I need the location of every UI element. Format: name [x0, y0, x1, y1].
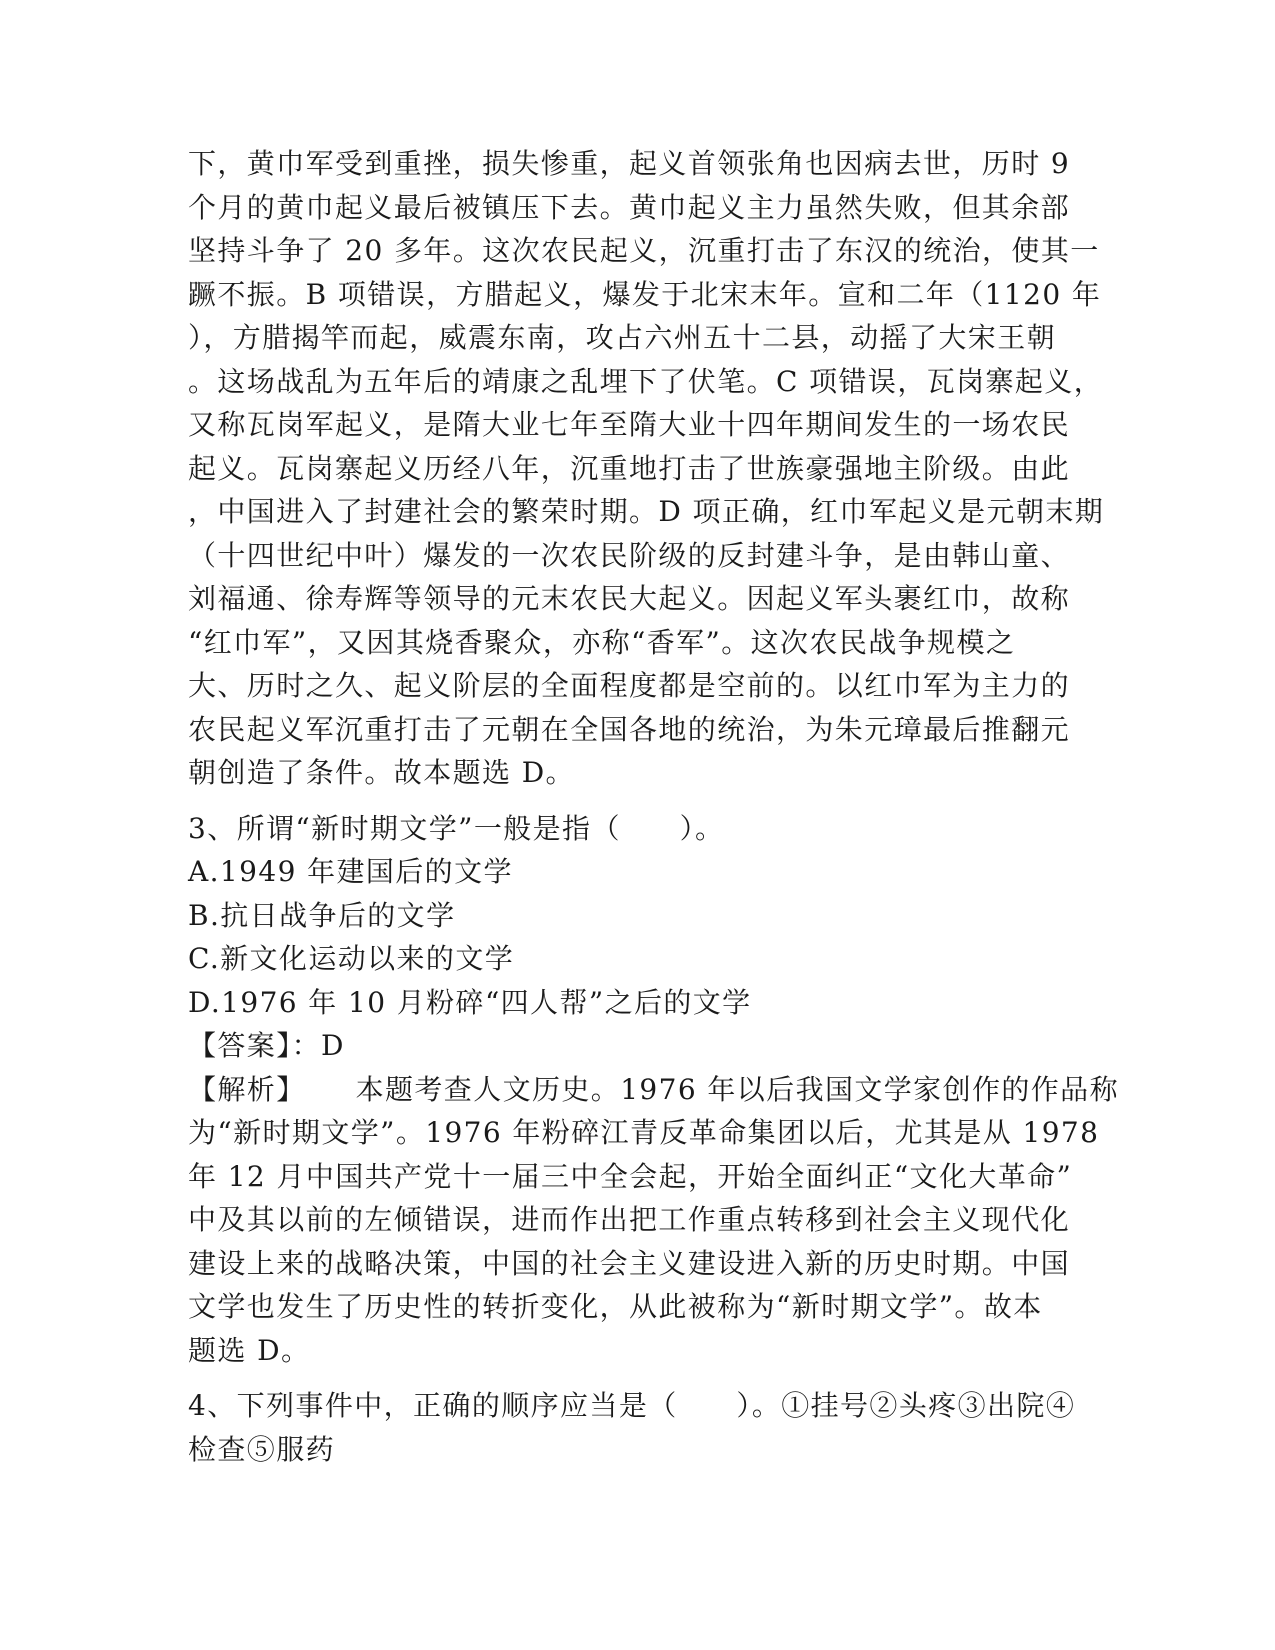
- analysis-line: 中及其以前的左倾错误，进而作出把工作重点转移到社会主义现代化: [188, 1203, 1071, 1236]
- paragraph-line: 。这场战乱为五年后的靖康之乱埋下了伏笔。C 项错误，瓦岗寨起义，: [188, 364, 1104, 398]
- document-page: [188, 142, 1119, 1471]
- analysis-line: 文学也发生了历史性的转折变化，从此被称为“新时期文学”。故本: [188, 1290, 1043, 1323]
- question-4: [188, 1384, 1088, 1471]
- paragraph-line: 蹶不振。B 项错误，方腊起义，爆发于北宋末年。宣和二年（1120 年: [188, 277, 1102, 311]
- analysis-line: 题选 D。: [188, 1333, 311, 1367]
- analysis-text: 本题考查人文历史。1976 年以后我国文学家创作的作品称: [355, 1072, 1119, 1106]
- question-text: 检查⑤服药: [188, 1432, 336, 1466]
- paragraph-line: 下，黄巾军受到重挫，损失惨重，起义首领张角也因病去世，历时 9: [188, 147, 1071, 180]
- paragraph-line: 刘福通、徐寿辉等领导的元末农民大起义。因起义军头裹红巾，故称: [188, 582, 1071, 615]
- option-b: B.抗日战争后的文学: [188, 898, 456, 932]
- analysis-line: 年 12 月中国共产党十一届三中全会起，开始全面纠正“文化大革命”: [188, 1159, 1073, 1193]
- paragraph-line: 个月的黄巾起义最后被镇压下去。黄巾起义主力虽然失败，但其余部: [188, 190, 1071, 224]
- paragraph-line: “红巾军”，又因其烧香聚众，亦称“香军”。这次农民战争规模之: [188, 625, 1016, 659]
- question-text: 4、下列事件中，正确的顺序应当是（ ）。①挂号②头疼③出院④: [188, 1389, 1076, 1422]
- paragraph-line: 农民起义军沉重打击了元朝在全国各地的统治，为朱元璋最后推翻元: [188, 712, 1071, 746]
- paragraph-line: 又称瓦岗军起义，是隋大业七年至隋大业十四年期间发生的一场农民: [188, 408, 1071, 441]
- paragraph-line: 朝创造了条件。故本题选 D。: [188, 756, 575, 789]
- analysis-line: 为“新时期文学”。1976 年粉碎江青反革命集团以后，尤其是从 1978: [188, 1116, 1100, 1149]
- option-c: C.新文化运动以来的文学: [188, 942, 515, 975]
- paragraph-line: ），方腊揭竿而起，威震东南，攻占六州五十二县，动摇了大宋王朝: [188, 321, 1057, 354]
- answer-line: 【答案】：D: [188, 1029, 345, 1062]
- paragraph-line: 起义。瓦岗寨起义历经八年，沉重地打击了世族豪强地主阶级。由此: [188, 451, 1071, 485]
- paragraph-line: 大、历时之久、起义阶层的全面程度都是空前的。以红巾军为主力的: [188, 669, 1071, 702]
- paragraph-line: ，中国进入了封建社会的繁荣时期。D 项正确，红巾军起义是元朝末期: [188, 495, 1105, 528]
- option-a: A.1949 年建国后的文学: [188, 855, 513, 888]
- question-text: 3、所谓“新时期文学”一般是指（ ）。: [188, 811, 725, 845]
- paragraph-line: （十四世纪中叶）爆发的一次农民阶级的反封建斗争，是由韩山童、: [188, 538, 1071, 572]
- analysis-first-line: [188, 1068, 1119, 1112]
- analysis-label: 【解析】: [188, 1072, 306, 1106]
- paragraph-line: 坚持斗争了 20 多年。这次农民起义，沉重打击了东汉的统治，使其一: [188, 234, 1100, 267]
- analysis-line: 建设上来的战略决策，中国的社会主义建设进入新的历史时期。中国: [188, 1246, 1071, 1280]
- option-d: D.1976 年 10 月粉碎“四人帮”之后的文学: [188, 985, 752, 1019]
- question-3: [188, 807, 1119, 1373]
- q2-analysis-continuation: [188, 142, 1105, 795]
